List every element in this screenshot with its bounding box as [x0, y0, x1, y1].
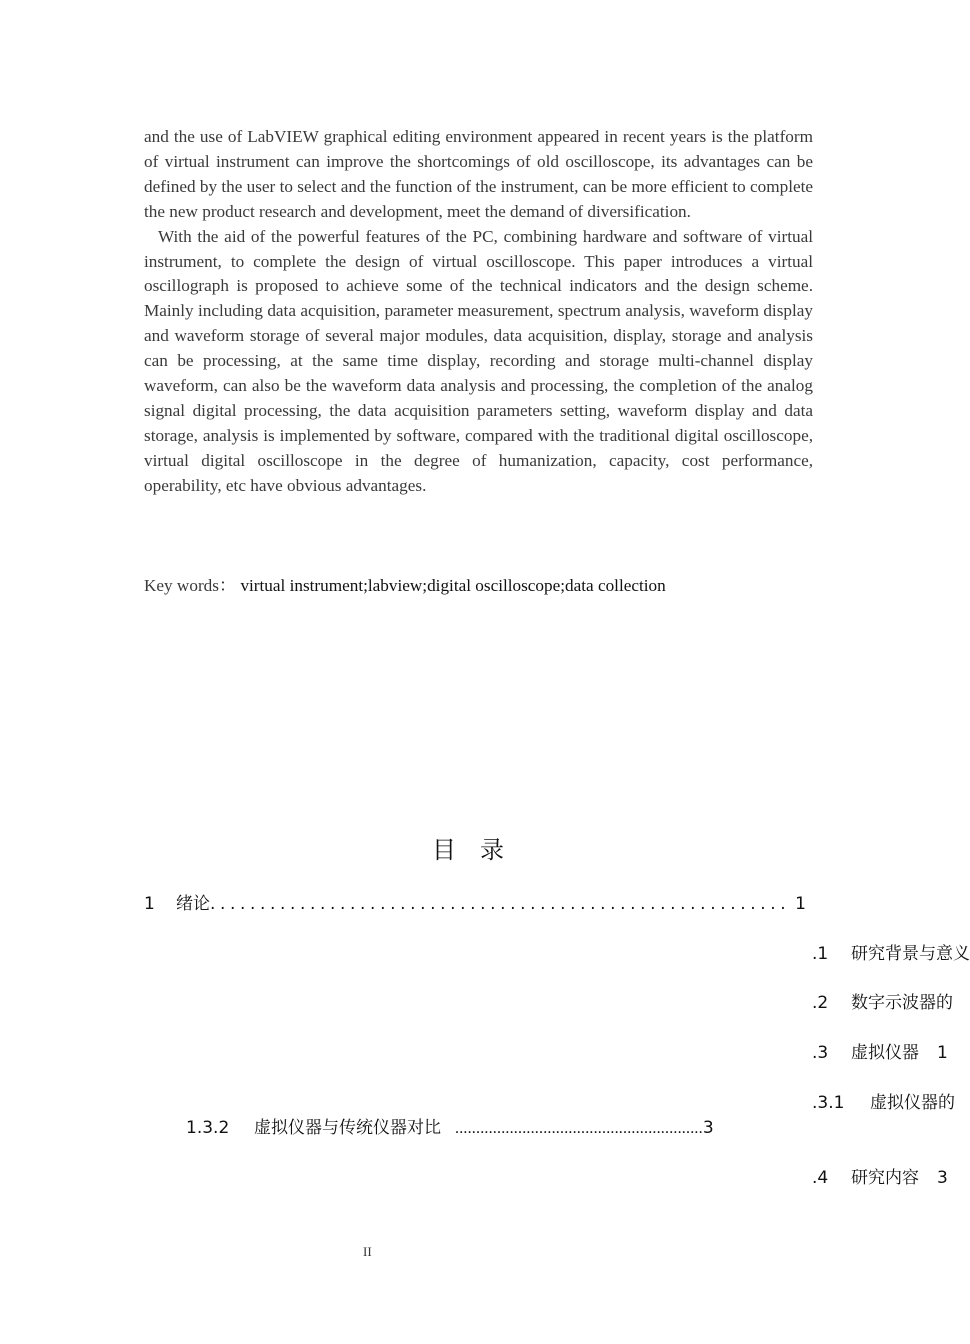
abstract-paragraph-2: With the aid of the powerful features of the PC, combining hardware and software of virtual instrument, to complete the design of virtual oscilloscope. This paper introduces a virtual oscillograph is proposed to achieve some of the technical indicators and the design scheme. Mainly including data acquisition, parameter measurement, spectrum analysis, waveform display and waveform storage of several major modules, data acquisition, display, storage and analysis can be processing, at the same time display, recording and storage multi-channel display waveform, can also be the waveform data analysis and processing, the completion of the analog signal digital processing, the data acquisition parameters setting, waveform display and data storage, analysis is implemented by software, compared with the traditional digital oscilloscope, virtual digital oscilloscope in the degree of humanization, capacity, cost performance, operability, etc have obvious advantages.: [144, 226, 813, 495]
toc-title: 目录: [432, 836, 528, 864]
toc-entry-page: 1: [795, 894, 806, 914]
abstract-paragraph-1: and the use of LabVIEW graphical editing environment appeared in recent years is the platform of virtual instrument can improve the shortcomings of old oscilloscope, its advantages can be defined by the user to select and the function of the instrument, can be more efficient to complete the new product research and development, meet the demand of diversification.: [144, 127, 813, 221]
toc-entry-title: 研究内容: [851, 1168, 919, 1188]
toc-entry-title: 虚拟仪器的: [870, 1093, 955, 1113]
toc-entry[interactable]: [144, 892, 806, 916]
toc-entry-number: 1.3.2: [186, 1118, 230, 1138]
toc-entry-title: 虚拟仪器与传统仪器对比: [254, 1118, 441, 1138]
toc-entry-page: 1: [937, 1043, 948, 1063]
toc-entry-number: .3.1: [812, 1093, 845, 1113]
toc-entry[interactable]: [812, 942, 970, 966]
toc-entry[interactable]: [812, 1091, 955, 1115]
abstract-body: [144, 125, 813, 499]
toc-entry[interactable]: [812, 1041, 948, 1065]
toc-entry[interactable]: [812, 991, 953, 1015]
toc-entry-number: .3: [812, 1043, 829, 1063]
toc-entry-number: .4: [812, 1168, 829, 1188]
toc-entry-title: 绪论: [176, 894, 210, 914]
keywords-line: [144, 574, 844, 598]
toc-entry-page: 3: [702, 1118, 714, 1138]
toc-entry-title: 研究背景与意义: [851, 944, 970, 964]
keywords-value: virtual instrument;labview;digital oscilloscope;data collection: [240, 576, 666, 595]
toc-entry-number: 1: [144, 894, 155, 914]
toc-entry-number: .2: [812, 993, 829, 1013]
keywords-label: Key words：: [144, 576, 237, 595]
toc-leader-dots: ...........................................................: [455, 1120, 703, 1137]
toc-entry-title: 虚拟仪器: [851, 1043, 919, 1063]
toc-entry[interactable]: [812, 1166, 948, 1190]
page-number: II: [363, 1244, 372, 1259]
toc-entry-title: 数字示波器的: [851, 993, 953, 1013]
toc-entry-page: 3: [937, 1168, 948, 1188]
toc-entry[interactable]: [186, 1116, 714, 1141]
toc-entry-number: .1: [812, 944, 829, 964]
toc-leader-dots: ..........................................................: [210, 894, 791, 914]
